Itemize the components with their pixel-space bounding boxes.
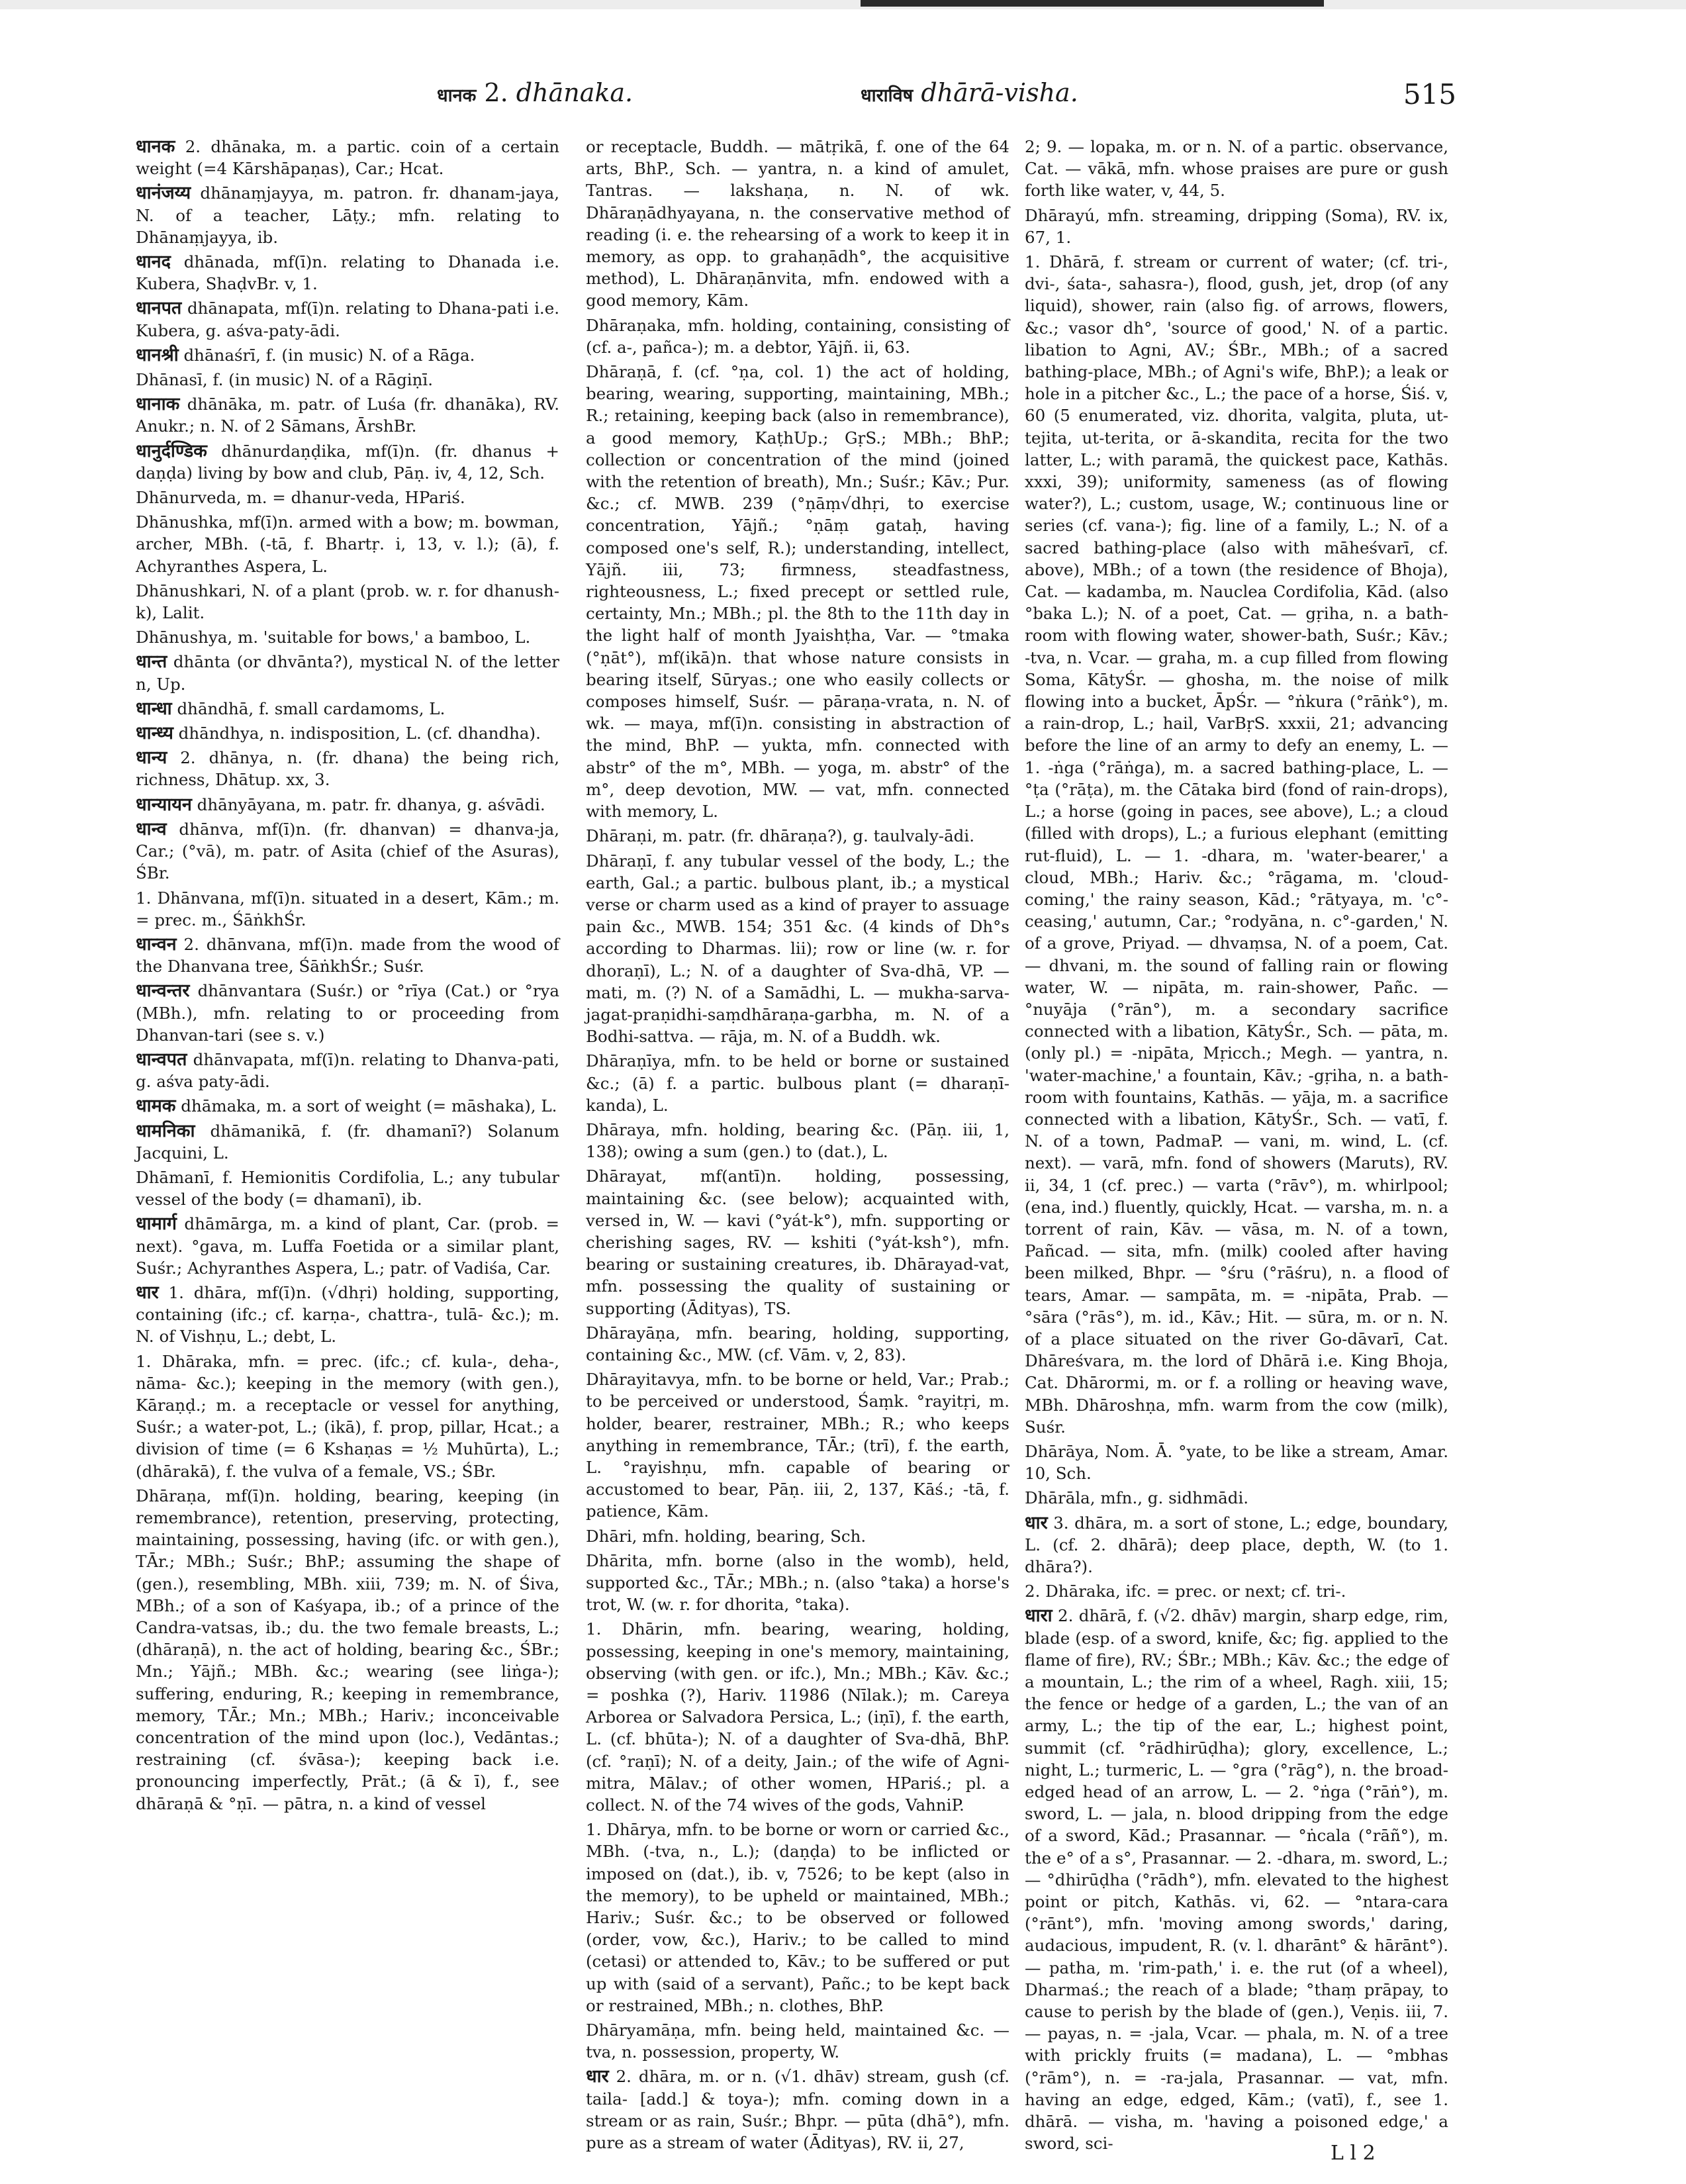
column-3 [1025,136,1448,2157]
dictionary-entry [136,794,559,816]
dictionary-entry [136,1120,559,1164]
dictionary-entry [586,1322,1009,1366]
signature-mark: L l 2 [1331,2142,1376,2165]
headword-devanagari: धानाक [136,394,180,415]
headword-devanagari: धानद [136,252,171,273]
dictionary-entry [1025,136,1448,202]
page-number: 515 [1403,78,1456,111]
dictionary-entry [586,1050,1009,1116]
entry-text: Dhāraṇi, m. patr. (fr. dhāraṇa?), g. taulvaly-ādi. [586,826,974,846]
dictionary-entry [136,1213,559,1279]
dictionary-entry [586,1368,1009,1522]
entry-text: dhāmaka, m. a sort of weight (= māshaka), L. [175,1096,557,1116]
headword-devanagari: धानपत [136,298,182,319]
dictionary-entry [136,887,559,931]
headword-devanagari: धानक [136,136,175,157]
entry-text: dhānyāyana, m. patr. fr. dhanya, g. aśvādi. [191,794,545,814]
headword-devanagari: धार [136,1282,159,1303]
dictionary-entry [136,818,559,884]
dictionary-entry [586,314,1009,358]
dictionary-entry [136,251,559,295]
dictionary-entry [136,511,559,577]
entry-text: 3. dhāra, m. a sort of stone, L.; edge, boundary, L. (cf. 2. dhārā); deep place, depth, W. (to 1. dhāra?). [1025,1513,1448,1576]
entry-text: Dhāraṇī, f. any tubular vessel of the body, L.; the earth, Gal.; a partic. bulbous plant, ib.; a mystical verse or charm used as a kind of prayer to assuage pain &c., MWB. 154; 351 &c. (4 kinds of Dh°s according to Dharmas. lii); row or line (w. r. for dhoraṇī), L.; N. of a daughter of Sva-dhā, VP. — mati, m. (?) N. of a Samādhi, L. — mukha-sarva-jagat-praṇidhi-saṃdhāraṇa-garbha, m. N. of a Bodhi-sattva. — rāja, m. N. of a Buddh. wk. [586,851,1009,1047]
column-1 [136,136,559,1817]
entry-text: 1. dhāra, mf(ī)n. (√dhṛi) holding, supporting, containing (ifc.; cf. karṇa-, chattra-, tulā- &c.); m. N. of Vishṇu, L.; debt, L. [136,1282,559,1347]
entry-text: Dhānushka, mf(ī)n. armed with a bow; m. bowman, archer, MBh. (-tā, f. Bhartṛ. i, 13, v. l.); (ā), f. Achyranthes Aspera, L. [136,512,559,576]
entry-text: Dhāraṇa, mf(ī)n. holding, bearing, keeping (in remembrance), retention, preserving, protecting, maintaining, possessing, having (ifc. or with gen.), TĀr.; MBh.; Suśr.; BhP.; assuming the shape of (gen.), resembling, MBh. xiii, 739; m. N. of Śiva, MBh.; of a son of Kaśyapa, ib.; of a prince of the Candra-vatsas, ib.; du. the two female breasts, L.; (dhāraṇā), n. the act of holding, bearing &c., ŚBr.; Mn.; Yājñ.; MBh. &c.; wearing (see liṅga-); suffering, enduring, R.; keeping in remembrance, memory, TĀr.; Mn.; MBh.; Hariv.; inconceivable concentration of the mind upon (loc.), Vedāntas.; restraining (cf. śvāsa-); keeping back i.e. pronouncing imperfectly, Prāt.; (ā & ī), f., see dhāraṇā & °ṇī. — pātra, n. a kind of vessel [136,1486,559,1813]
dictionary-entry [586,1618,1009,1816]
headword-devanagari: धान्यायन [136,794,192,815]
dictionary-entry [136,182,559,248]
entry-text: dhāndhā, f. small cardamoms, L. [171,698,445,718]
headword-devanagari: धामक [136,1096,176,1117]
dictionary-entry [136,1282,559,1348]
dictionary-entry [1025,1487,1448,1509]
entry-text: Dhārayitavya, mfn. to be borne or held, Var.; Prab.; to be perceived or understood, Śaṃk. °rayitṛi, m. holder, bearer, restrainer, MBh.; R.; who keeps anything in remembrance, TĀr.; (trī), f. the earth, L. °rayishṇu, mfn. capable of bearing or accustomed to bear, Pāṇ. iii, 2, 137, Kāś.; -tā, f. patience, Kām. [586,1370,1009,1521]
entry-text: Dhāri, mfn. holding, bearing, Sch. [586,1526,866,1546]
headword-devanagari: धानंजय्य [136,183,191,204]
entry-text: Dhāraṇā, f. (cf. °ṇa, col. 1) the act of holding, bearing, wearing, supporting, maintaining, MBh.; R.; retaining, keeping back (also in remembrance), a good memory, KaṭhUp.; GṛS.; MBh.; BhP.; collection or concentration of the mind (joined with the retention of breath), Mn.; Suśr.; Kāv.; Pur. &c.; cf. MWB. 239 (°ṇāṃ√dhṛi, to exercise concentration, Yājñ.; °ṇāṃ gataḥ, having composed one's self, R.); understanding, intellect, Yājñ. iii, 73; firmness, steadfastness, righteousness, L.; fixed precept or settled rule, certainty, Mn.; MBh.; pl. the 8th to the 11th day in the light half of month Jyaishṭha, Var. — °tmaka (°ṇāt°), mf(ikā)n. that whose nature consists in bearing itself, Sūryas.; one who easily collects or composes himself, Suśr. — pāraṇa-vrata, n. N. of wk. — maya, mf(ī)n. consisting in abstraction of the mind, BhP. — yukta, mfn. connected with abstr° of the m°, MBh. — yoga, m. abstr° of the m°, deep devotion, MW. — vat, mfn. connected with memory, L. [586,362,1009,822]
header-left-guideword: धानक 2. dhānaka. [437,78,633,107]
dictionary-entry [586,1525,1009,1547]
entry-text: dhānāka, m. patr. of Luśa (fr. dhanāka), RV. Anukr.; n. N. of 2 Sāmans, ĀrshBr. [136,395,559,436]
entry-text: Dhāraṇīya, mfn. to be held or borne or sustained &c.; (ā) f. a partic. bulbous plant (= dharaṇī-kanda), L. [586,1051,1009,1115]
dictionary-entry [136,980,559,1046]
entry-text: 2. dhārā, f. (√2. dhāv) margin, sharp edge, rim, blade (esp. of a sword, knife, &c; fig. applied to the flame of fire), RV.; ŚBr.; MBh.; Kāv. &c.; the edge of a mountain, L.; the rim of a wheel, Ragh. xiii, 15; the fence or hedge of a garden, L.; the van of an army, L.; the tip of the ear, L.; highest point, summit (cf. °rādhirūḍha); glory, excellence, L.; night, L.; turmeric, L. — °gra (°rāg°), n. the broad-edged head of an arrow, L. — 2. °ṅga (°rāṅ°), m. sword, L. — jala, n. blood dripping from the edge of a sword, Kād.; Prasannar. — °ṅcala (°rāñ°), m. the e° of a s°, Prasannar. — 2. -dhara, m. sword, L.; — °dhirūḍha (°rādh°), mfn. elevated to the highest point or pitch, Kathās. vi, 62. — °ntara-cara (°rānt°), mfn. 'moving among swords,' daring, audacious, impudent, R. (v. l. dharānt° & hārānt°). — patha, m. 'rim-path,' i. e. the rut (of a wheel), Dharmaś.; the reach of a blade; °thaṃ prāpay, to cause to perish by the blade of (gen.), Veṇis. iii, 7. — payas, n. = -jala, Vcar. — phala, m. N. of a tree with prickly fruits (= madana), L. — °mbhas (°rām°), n. = -ra-jala, Prasannar. — vat, mfn. having an edge, edged, Kām.; (vatī), f., see 1. dhārā. — visha, m. 'having a poisoned edge,' a sword, sci- [1025,1606,1448,2154]
headword-devanagari: धान्व [136,818,167,839]
dictionary-entry [136,1095,559,1117]
entry-text: dhānvantara (Suśr.) or °rīya (Cat.) or °rya (MBh.), mfn. relating to or proceeding from Dhanvan-tari (see s. v.) [136,981,559,1045]
headword-devanagari: धान्वन [136,933,177,955]
entry-text: Dhāraṇaka, mfn. holding, containing, consisting of (cf. a-, pañca-); m. a debtor, Yājñ. ii, 63. [586,315,1009,357]
headword-devanagari: धार [586,2066,609,2087]
dictionary-entry [586,2065,1009,2154]
headword-devanagari: धान्वन्तर [136,980,190,1002]
dictionary-entry [586,136,1009,312]
entry-text: dhāmanikā, f. (fr. dhamanī?) Solanum Jacquini, L. [136,1121,559,1163]
entry-text: dhānaṃjayya, m. patron. fr. dhanam-jaya, N. of a teacher, Lāṭy.; mfn. relating to Dhānaṃjayya, ib. [136,183,559,247]
entry-text: dhāndhya, n. indisposition, L. (cf. dhandha). [173,724,541,743]
headword-devanagari: धार [1025,1512,1048,1533]
dictionary-entry [1025,251,1448,1438]
entry-text: 2. dhānaka, m. a partic. coin of a certain weight (=4 Kārshāpaṇas), Car.; Hcat. [136,137,559,179]
dictionary-entry [586,361,1009,822]
dictionary-entry [136,626,559,648]
entry-text: 1. Dhānvana, mf(ī)n. situated in a desert, Kām.; m. = prec. m., ŚāṅkhŚr. [136,888,559,929]
entry-text: dhānurdaṇḍika, mf(ī)n. (fr. dhanus + daṇḍa) living by bow and club, Pāṇ. iv, 4, 12, Sch. [136,441,559,483]
entry-text: 1. Dhārā, f. stream or current of water; (cf. tri-, dvi-, śata-, sahasra-), flood, gush, jet, drop (of any liquid), shower, rain (also fig. of arrows, flowers, &c.; vasor dh°, 'source of good,' N. of a partic. libation to Agni, AV.; ŚBr., MBh.; of a sacred bathing-place, MBh.; of Agni's wife, BhP.); a leak or hole in a pitcher &c., L.; the pace of a horse, Śiś. v, 60 (5 enumerated, viz. dhorita, valgita, pluta, ut-tejita, ut-terita, or ā-skandita, recita for the two latter, L.; with paramā, the quickest pace, Kathās. xxxi, 39); uniformity, sameness (as of flowing water?), L.; custom, usage, W.; continuous line or series (cf. vana-); fig. line of a family, L.; N. of a sacred bathing-place (also with māheśvarī, cf. above), MBh.; of a town (the residence of Bhoja), Cat. — kadamba, m. Nauclea Cordifolia, Kād. (also °baka L.); N. of a poet, Cat. — gṛiha, n. a bath-room with flowing water, shower-bath, Suśr.; Kāv.; -tva, n. Vcar. — graha, m. a cup filled from flowing Soma, KātyŚr. — ghosha, m. the noise of milk flowing into a bucket, ĀpŚr. — °ṅkura (°rāṅk°), m. a rain-drop, L.; hail, VarBṛS. xxxii, 21; advancing before the line of an army to defy an enemy, L. — 1. -ṅga (°rāṅga), m. a sacred bathing-place, L. — °ṭa (°rāṭa), m. the Cātaka bird (fond of rain-drops), L.; a horse (going in paces, see above), L.; a cloud (filled with drops), L.; a furious elephant (emitting rut-fluid), L. — 1. -dhara, m. 'water-bearer,' a cloud, MBh.; Hariv. &c.; °rāgama, m. 'cloud-coming,' the rainy season, Kād.; °rātyaya, m. 'c°-ceasing,' autumn, Car.; °rodyāna, n. c°-garden,' N. of a grove, Priyad. — dhvaṃsa, N. of a poem, Cat. — dhvani, m. the sound of falling rain or flowing water, W. — nipāta, m. rain-shower, Pañc. — °nuyāja (°rān°), m. a secondary sacrifice connected with a libation, KātyŚr., Sch. — pāta, m. (only pl.) = -nipāta, Mṛicch.; Megh. — yantra, n. 'water-machine,' a fountain, Kāv.; -gṛiha, n. a bath-room with fountains, Kathās. — yāja, m. a sacrifice connected with a libation, KātyŚr., Sch. — vatī, f. N. of a town, PadmaP. — vani, m. wind, L. (cf. next). — varā, mfn. fond of showers (Maruts), RV. ii, 34, 1 (cf. prec.) — varta (°rāv°), m. whirlpool; (ena, ind.) fluently, quickly, Hcat. — varsha, m. n. a torrent of rain, Kāv. — vāsa, m. N. of a town, Pañcad. — sita, mfn. (milk) cooled after having been milked, Bhpr. — °śru (°rāśru), n. a flood of tears, Amar. — sampāta, m. = -nipāta, Prab. — °sāra (°rās°), m. id., Kāv.; Hit. — sūra, m. or n. N. of a place situated on the river Go-dāvarī, Cat. Dhāreśvara, m. the lord of Dhārā i.e. King Bhoja, Cat. Dhārormi, m. or f. a rolling or heaving wave, MBh. Dhāroshṇa, mfn. warm from the cow (milk), Suśr. [1025,252,1448,1437]
entry-text: dhānvapata, mf(ī)n. relating to Dhanva-pati, g. aśva paty-ādi. [136,1049,559,1092]
dictionary-entry [586,1165,1009,1319]
dictionary-entry [136,933,559,977]
scan-shadow [861,0,1324,7]
dictionary-entry [136,1485,559,1815]
dictionary-entry [136,698,559,720]
entry-text: 2. dhānvana, mf(ī)n. made from the wood of the Dhanvana tree, ŚāṅkhŚr.; Suśr. [136,934,559,976]
scan-top-edge [0,0,1686,9]
dictionary-entry [136,487,559,508]
dictionary-entry [586,2019,1009,2063]
dictionary-entry [136,297,559,341]
entry-text: dhānaśrī, f. (in music) N. of a Rāga. [178,345,475,365]
entry-text: dhānta (or dhvānta?), mystical N. of the letter n, Up. [136,652,559,694]
entry-text: Dhānushkari, N. of a plant (prob. w. r. for dhanush-k), Lalit. [136,581,559,623]
entry-text: Dhānasī, f. (in music) N. of a Rāgiṇī. [136,370,434,390]
dictionary-entry [136,393,559,437]
dictionary-entry [136,369,559,391]
dictionary-entry [586,850,1009,1048]
dictionary-entry [136,722,559,744]
entry-text: dhānapata, mf(ī)n. relating to Dhana-pati i.e. Kubera, g. aśva-paty-ādi. [136,299,559,340]
dictionary-entry [586,1550,1009,1616]
dictionary-entry [586,1119,1009,1163]
entry-text: Dhārāya, Nom. Ā. °yate, to be like a stream, Amar. 10, Sch. [1025,1441,1448,1484]
dictionary-entry [136,1049,559,1092]
dictionary-entry [136,651,559,694]
headword-devanagari: धान्य [136,747,167,769]
headword-devanagari: धान्त [136,651,167,673]
entry-text: or receptacle, Buddh. — mātṛikā, f. one of the 64 arts, BhP., Sch. — yantra, n. a kind of amulet, Tantras. — lakshaṇa, n. N. of wk. Dhāraṇādhyayana, n. the conservative method of reading (i. e. the rehearsing of a work to keep it in memory, as opp. to grahaṇādh°, the acquisitive method), L. Dhāraṇānvita, mfn. endowed with a good memory, Kām. [586,137,1009,310]
entry-text: 1. Dhārya, mfn. to be borne or worn or carried &c., MBh. (-tva, n., L.); (daṇḍa) to be inflicted or imposed on (dat.), ib. v, 7526; to be kept (also in the memory), to be upheld or maintained, MBh.; Hariv.; Suśr. &c.; to be observed or followed (order, vow, &c.), Hariv.; to be called to mind (cetasi) or attended to, Kāv.; to be suffered or put up with (said of a servant), Pañc.; to be kept back or restrained, MBh.; n. clothes, BhP. [586,1820,1009,2015]
entry-text: 2. Dhāraka, ifc. = prec. or next; cf. tri-. [1025,1582,1346,1601]
entry-text: Dhārāla, mfn., g. sidhmādi. [1025,1488,1249,1508]
dictionary-entry [586,825,1009,847]
entry-text: Dhārayāṇa, mfn. bearing, holding, supporting, containing &c., MW. (cf. Vām. v, 2, 83). [586,1323,1009,1364]
entry-text: Dhārita, mfn. borne (also in the womb), held, supported &c., TĀr.; MBh.; n. (also °taka) a horse's trot, W. (w. r. for dhorita, °taka). [586,1550,1009,1615]
entry-text: Dhāryamāṇa, mfn. being held, maintained &c. — tva, n. possession, property, W. [586,2020,1009,2062]
dictionary-entry [1025,1512,1448,1578]
headword-devanagari: धारा [1025,1605,1053,1627]
headword-devanagari: धामार्ग [136,1213,177,1235]
headword-devanagari: धानश्री [136,344,179,365]
column-2 [586,136,1009,2156]
entry-text: Dhānurveda, m. = dhanur-veda, HPariś. [136,488,465,508]
entry-text: dhāmārga, m. a kind of plant, Car. (prob. = next). °gava, m. Luffa Foetida or a similar plant, Suśr.; Achyranthes Aspera, L.; patr. of Vadiśa, Car. [136,1214,559,1278]
page-header [132,78,1456,118]
entry-text: Dhārayat, mf(antī)n. holding, possessing, maintaining &c. (see below); acquainted with, versed in, W. — kavi (°yát-k°), mfn. supporting or cherishing sages, RV. — kshiti (°yát-ksh°), mfn. bearing or sustaining creatures, ib. Dhārayad-vat, mfn. possessing the quality of sustaining or supporting (Ādityas), TS. [586,1166,1009,1318]
entry-text: dhānva, mf(ī)n. (fr. dhanvan) = dhanva-ja, Car.; (°vā), m. patr. of Asita (chief of the Asuras), ŚBr. [136,819,559,883]
dictionary-entry [136,440,559,484]
entry-text: 2. dhāra, m. or n. (√1. dhāv) stream, gush (cf. taila- [add.] & toya-); mfn. coming down in a stream or as rain, Suśr.; Bhpr. — pūta (dhā°), mfn. pure as a stream of water (Ādityas), RV. ii, 27, [586,2067,1009,2153]
entry-text: Dhāraya, mfn. holding, bearing &c. (Pāṇ. iii, 1, 138); owing a sum (gen.) to (dat.), L. [586,1119,1009,1162]
entry-text: Dhārayú, mfn. streaming, dripping (Soma), RV. ix, 67, 1. [1025,205,1448,247]
dictionary-entry [136,580,559,624]
dictionary-entry [136,1351,559,1482]
headword-devanagari: धान्धा [136,698,172,719]
dictionary-entry [136,1166,559,1210]
headword-devanagari: धामनिका [136,1120,195,1141]
entry-text: 1. Dhāraka, mfn. = prec. (ifc.; cf. kula-, deha-, nāma- &c.); keeping in the memory (with gen.), Kāraṇḍ.; m. a receptacle or vessel for anything, Suśr.; a water-pot, L.; (ikā), f. prop, pillar, Hcat.; a division of time (= 6 Kshaṇas = ½ Muhūrta), L.; (dhārakā), f. the vulva of a female, VS.; ŚBr. [136,1351,559,1481]
dictionary-entry [1025,1605,1448,2154]
dictionary-entry [136,344,559,366]
dictionary-entry [1025,1580,1448,1602]
headword-devanagari: धान्ध्य [136,723,173,744]
entry-text: 2. dhānya, n. (fr. dhana) the being rich, richness, Dhātup. xx, 3. [136,748,559,790]
entry-text: 2; 9. — lopaka, m. or n. N. of a partic. observance, Cat. — vākā, mfn. whose praises are pure or gush forth like water, v, 44, 5. [1025,137,1448,201]
headword-devanagari: धान्वपत [136,1049,187,1070]
dictionary-entry [1025,1441,1448,1484]
dictionary-entry [136,136,559,179]
header-right-guideword: धाराविष dhārā-visha. [861,78,1078,107]
dictionary-entry [1025,205,1448,248]
entry-text: 1. Dhārin, mfn. bearing, wearing, holding, possessing, keeping in one's memory, maintaining, observing (with gen. or ifc.), Mn.; MBh.; Kāv. &c.; = poshka (?), Hariv. 11986 (Nīlak.); m. Careya Arborea or Salvadora Persica, L.; (iṇī), f. the earth, L. (cf. bhūta-); N. of a daughter of Sva-dhā, BhP. (cf. °raṇī); N. of a deity, Jain.; of the wife of Agni-mitra, Mālav.; of other women, HPariś.; pl. a collect. N. of the 74 wives of the gods, VahniP. [586,1619,1009,1815]
headword-devanagari: धानुर्दण्डिक [136,440,207,461]
entry-text: Dhānushya, m. 'suitable for bows,' a bamboo, L. [136,628,531,647]
entry-text: dhānada, mf(ī)n. relating to Dhanada i.e. Kubera, ShaḍvBr. v, 1. [136,252,559,294]
entry-text: Dhāmanī, f. Hemionitis Cordifolia, L.; any tubular vessel of the body (= dhamanī), ib. [136,1167,559,1210]
dictionary-entry [586,1819,1009,2017]
dictionary-entry [136,747,559,790]
